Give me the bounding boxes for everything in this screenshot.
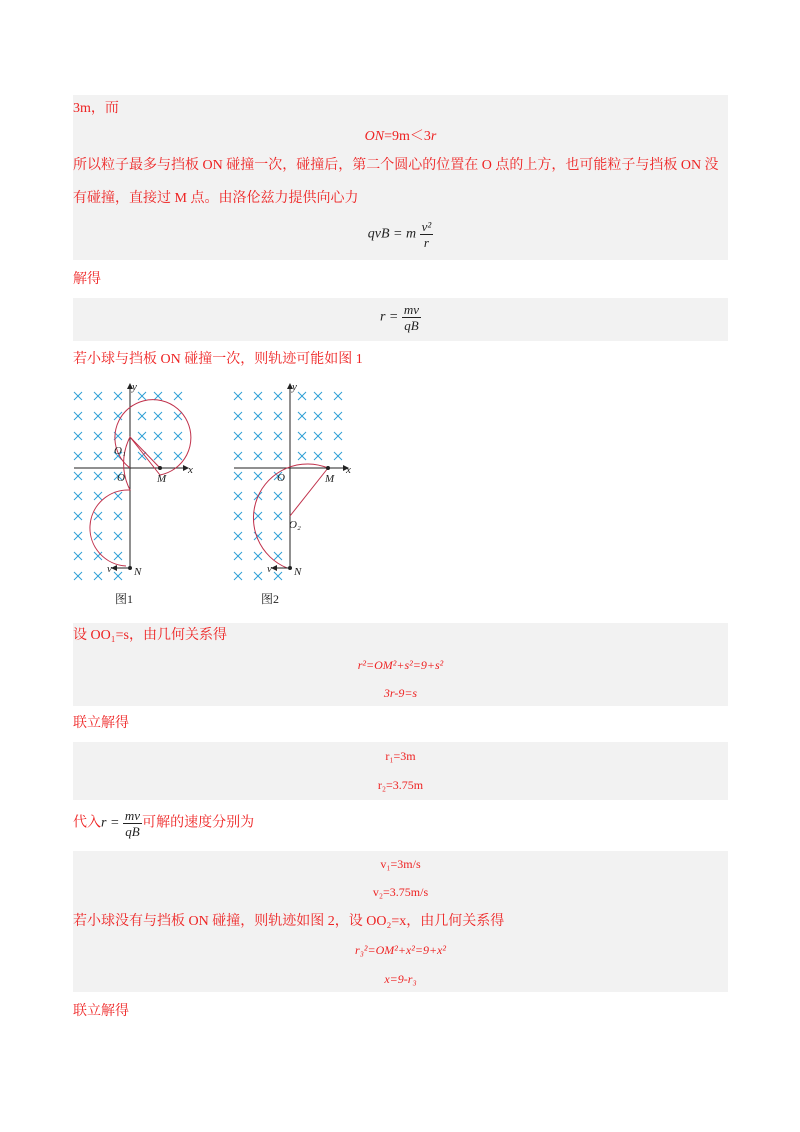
fig1-point-m: [158, 466, 162, 470]
fig2-label-o: O: [277, 472, 285, 484]
fraction-numerator: mv: [124, 808, 141, 823]
fig2-radius: [290, 468, 328, 516]
fig2-label-o2: O₂: [289, 519, 301, 531]
fig2-caption: 图2: [261, 592, 280, 606]
equation-lorentz: [73, 219, 728, 255]
fig1-label-n: N: [134, 566, 142, 578]
equation-on: [73, 127, 728, 147]
equation-geometry-1: r²=OM²+s²=9+s²: [357, 658, 444, 672]
fig1-radius: [130, 437, 160, 468]
fraction-numerator: mv: [403, 302, 420, 317]
fig1-label-v: v: [107, 563, 112, 575]
eq-lhs: qvB = m: [367, 226, 417, 242]
eq-lhs: r =: [379, 309, 402, 325]
fig1-label-o: O: [117, 472, 125, 484]
equation-geometry-3: r₃²=OM²+x²=9+x²: [355, 943, 446, 957]
fig2-trajectory: [253, 464, 328, 568]
solution-block-5: [73, 851, 728, 992]
fig1-label-m: M: [157, 473, 167, 485]
fig2-label-y: y: [292, 381, 297, 393]
text-line: 解得: [73, 272, 101, 287]
fraction-numerator: v²: [421, 219, 432, 234]
text-line: 设 OO₁=s，由几何关系得: [73, 628, 227, 643]
fig1-label-x: x: [188, 464, 193, 476]
text-span: 代入: [73, 815, 101, 831]
eq-part: =9m＜3: [384, 129, 431, 144]
fig2-label-v: v: [267, 563, 272, 575]
equation-geometry-4: x=9-r₃: [384, 972, 417, 986]
text-line: 有碰撞，直接过 M 点。由洛伦兹力提供向心力: [73, 191, 359, 206]
equation-radius: [73, 302, 728, 338]
fraction: [402, 302, 421, 333]
eq-lhs: r =: [101, 815, 123, 831]
trajectory-figure: [60, 378, 350, 608]
fraction-denominator: r: [423, 235, 429, 250]
magnetic-field-crosses: [74, 392, 342, 580]
fig2-point-n: [288, 566, 292, 570]
solution-block-2: [73, 298, 728, 341]
fig2-label-x: x: [346, 464, 351, 476]
fraction: [420, 219, 434, 250]
eq-part: r: [430, 129, 437, 144]
fig2-point-m: [326, 466, 330, 470]
fig1-point-n: [128, 566, 132, 570]
text-line: 所以粒子最多与挡板 ON 碰撞一次，碰撞后，第二个圆心的位置在 O 点的上方，也可能粒子与挡板 ON 没: [73, 158, 719, 173]
text-line: 联立解得: [73, 1004, 129, 1019]
text-line: 若小球没有与挡板 ON 碰撞，则轨迹如图 2，设 OO₂=x，由几何关系得: [73, 914, 505, 929]
solution-block-1: [73, 95, 728, 260]
fig2-label-n: N: [294, 566, 302, 578]
fig2-label-m: M: [325, 473, 335, 485]
fig1-label-o1: O₁: [114, 445, 126, 457]
solution-block-3: [73, 623, 728, 706]
fig1-label-y: y: [132, 381, 137, 393]
fraction-denominator: qB: [125, 824, 140, 839]
text-line: 3m，而: [73, 101, 119, 116]
result-r1: r₁=3m: [385, 749, 416, 763]
text-line: 联立解得: [73, 716, 129, 731]
text-span: 可解的速度分别为: [142, 815, 255, 831]
fig1-trajectory: [90, 400, 191, 566]
eq-part: ON: [364, 129, 385, 144]
fraction: [123, 808, 142, 839]
equation-geometry-2: 3r-9=s: [383, 686, 418, 700]
fraction-denominator: qB: [404, 318, 419, 333]
result-v2: v₂=3.75m/s: [372, 885, 429, 899]
substitute-line: [73, 808, 728, 842]
fig1-caption: 图1: [115, 592, 134, 606]
text-line: 若小球与挡板 ON 碰撞一次，则轨迹可能如图 1: [73, 352, 363, 367]
result-v1: v₁=3m/s: [380, 857, 421, 871]
result-r2: r₂=3.75m: [377, 778, 424, 792]
solution-block-4: [73, 742, 728, 800]
